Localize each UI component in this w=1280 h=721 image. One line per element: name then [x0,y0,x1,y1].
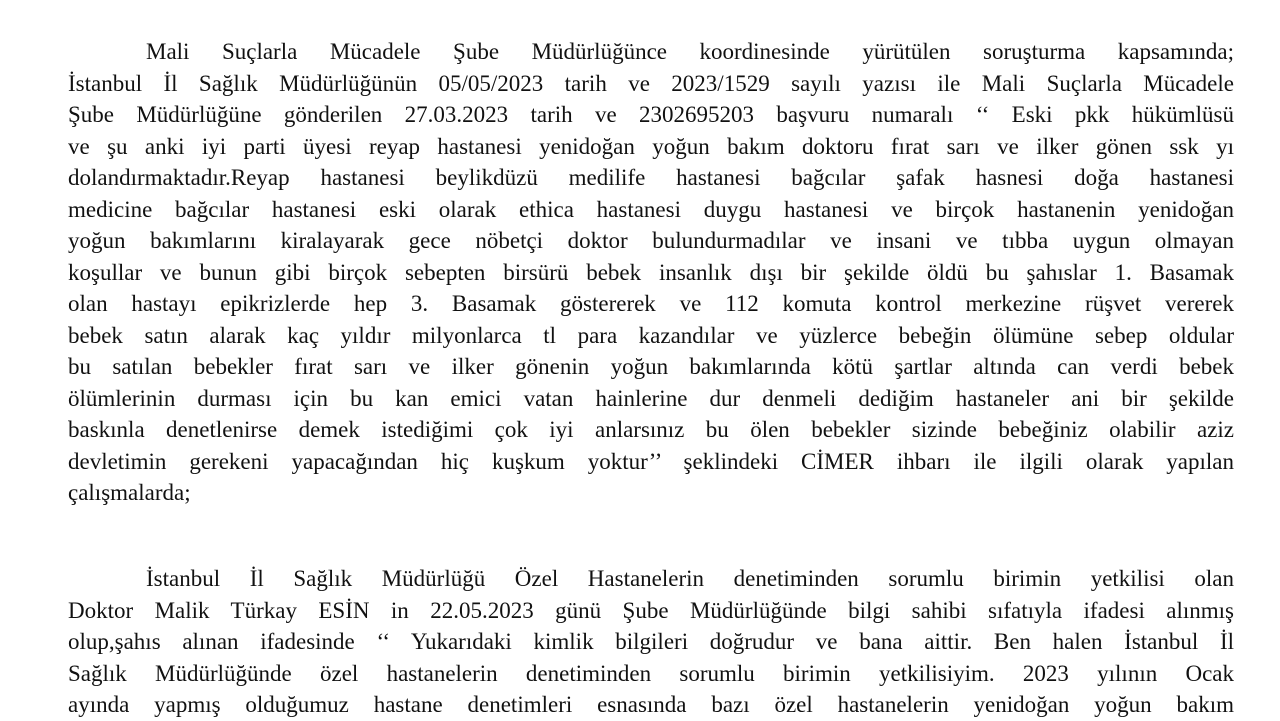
text-line: çalışmalarda; [68,480,191,505]
text-line: koşullar ve bunun gibi birçok sebepten birsürü bebek insanlık dışı bir şekilde öldü bu şahıslar 1. Basamak [68,259,1234,285]
text-line: olan hastayı epikrizlerde hep 3. Basamak göstererek ve 112 komuta kontrol merkezine rüşvet vererek [68,291,1234,316]
text-line: Mali Suçlarla Mücadele Şube Müdürlüğünce koordinesinde yürütülen soruşturma kapsamında; [146,39,1234,64]
paragraph-1 [68,36,1234,509]
text-line: İstanbul İl Sağlık Müdürlüğünün 05/05/2023 tarih ve 2023/1529 sayılı yazısı ile Mali Suçlarla Mücadele [68,70,1234,96]
text-line: Sağlık Müdürlüğünde özel hastanelerin denetiminden sorumlu birimin yetkilisiyim. 2023 yılının Ocak [68,660,1234,686]
text-line: baskınla denetlenirse demek istediğimi çok iyi anlarsınız bu ölen bebekler sizinde bebeğiniz olabilir aziz [68,417,1234,442]
text-line: bu satılan bebekler fırat sarı ve ilker gönenin yoğun bakımlarında kötü şartlar altında can verdi bebek [68,354,1234,379]
paragraph-2 [68,563,1234,721]
text-line: Şube Müdürlüğüne gönderilen 27.03.2023 tarih ve 2302695203 başvuru numaralı ‘‘ Eski pkk hükümlüsü [68,102,1234,127]
text-line: medicine bağcılar hastanesi eski olarak ethica hastanesi duygu hastanesi ve birçok hastanenin yenidoğan [68,196,1234,222]
text-line: Doktor Malik Türkay ESİN in 22.05.2023 günü Şube Müdürlüğünde bilgi sahibi sıfatıyla ifadesi alınmış [68,597,1234,623]
text-line: ve şu anki iyi parti üyesi reyap hastanesi yenidoğan yoğun bakım doktoru fırat sarı ve ilker gönen ssk yı [68,133,1234,159]
text-line: dolandırmaktadır.Reyap hastanesi beylikdüzü medilife hastanesi bağcılar şafak hasnesi doğa hastanesi [68,165,1234,190]
text-line: ölümlerinin durması için bu kan emici vatan hainlerine dur denmeli dediğim hastaneler ani bir şekilde [68,385,1234,411]
text-line: yoğun bakımlarını kiralayarak gece nöbetçi doktor bulundurmadılar ve insani ve tıbba uygun olmayan [68,228,1234,253]
text-line: İstanbul İl Sağlık Müdürlüğü Özel Hastanelerin denetiminden sorumlu birimin yetkilisi olan [146,566,1234,591]
text-line: bebek satın alarak kaç yıldır milyonlarca tl para kazandılar ve yüzlerce bebeğin ölümüne sebep oldular [68,322,1234,348]
text-line: ayında yapmış olduğumuz hastane denetimleri esnasında bazı özel hastanelerin yenidoğan yoğun bakım [68,692,1234,717]
text-line: olup,şahıs alınan ifadesinde ‘‘ Yukarıdaki kimlik bilgileri doğrudur ve bana aittir. Ben halen İstanbul İl [68,629,1234,654]
text-line: devletimin gerekeni yapacağından hiç kuşkum yoktur’’ şeklindeki CİMER ihbarı ile ilgili olarak yapılan [68,448,1234,474]
